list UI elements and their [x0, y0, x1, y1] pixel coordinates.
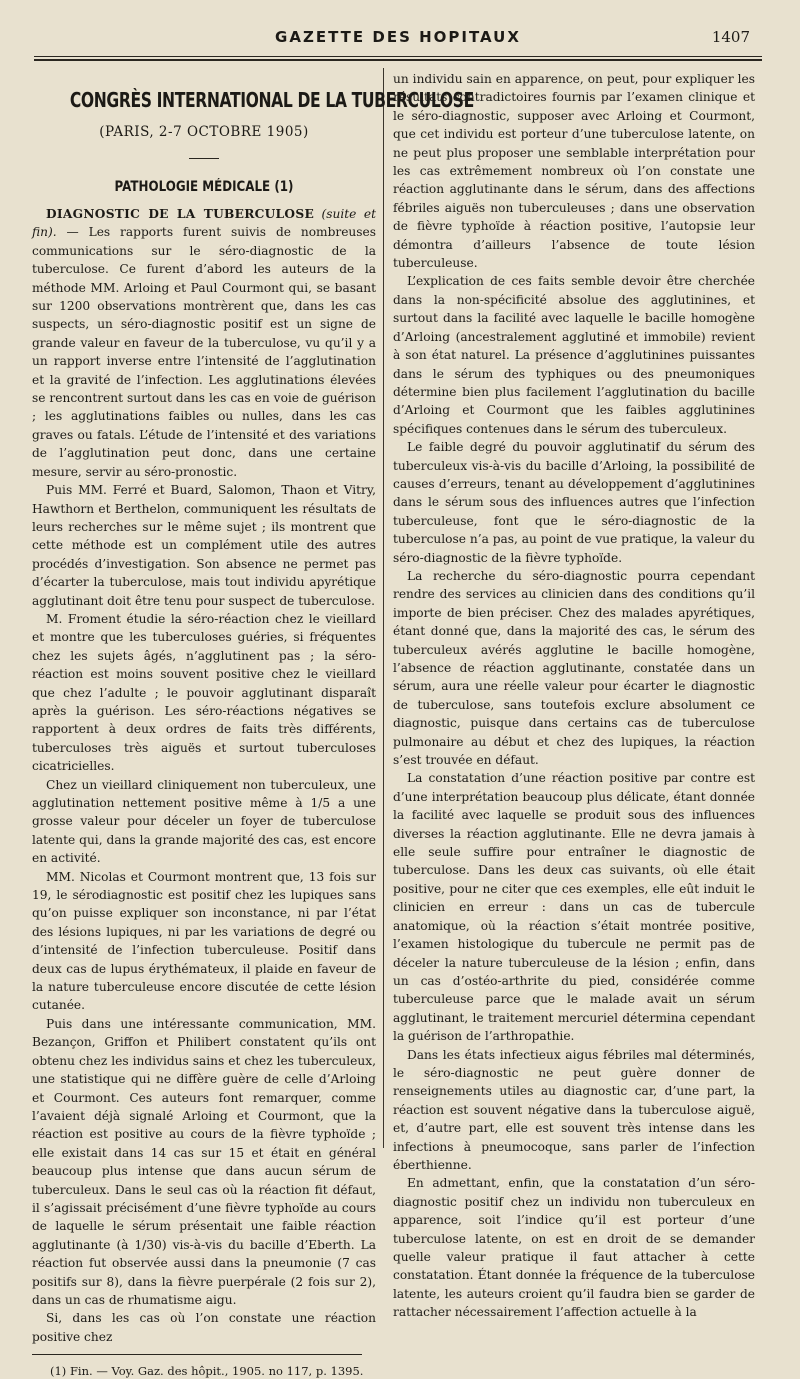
paragraph-text: Si, dans les cas où l’on constate une réaction positive chez — [32, 1311, 376, 1344]
paragraph — [393, 1046, 755, 1175]
right-paragraphs — [393, 70, 755, 1322]
paragraph — [393, 438, 755, 567]
paragraph — [393, 567, 755, 769]
paragraph-text: Puis dans une intéressante communication, MM. Bezançon, Griffon et Philibert constatent qu’ils ont obtenu chez les individus sains et chez les tuberculeux, une statistique qui ne diffère guère de celle d’Arloing et Courmont. Ces auteurs font remarquer, comme l’avaient déjà signalé Arloing et Courmont, que la réaction est positive au cours de la fièvre typhoïde ; elle existait dans 14 cas sur 15 et était en général beaucoup plus intense que dans aucun sérum de tuberculeux. Dans le seul cas où la réaction fit défaut, il s’agissait précisément d’une fièvre typhoïde au cours de laquelle le sérum présentait une faible réaction agglutinante (à 1/30) vis-à-vis du bacille d’Eberth. La réaction fut observée aussi dans la pneumonie (7 cas positifs sur 8), dans la fièvre puerpérale (2 fois sur 2), dans un cas de rhumatisme aigu. — [32, 1016, 376, 1307]
paragraph-text: Le faible degré du pouvoir agglutinatif du sérum des tuberculeux vis-à-vis du bacille d’Arloing, la possibilité de causes d’erreurs, tenant au développement d’agglutinines dans le sérum sous des influences autres que l’infection tuberculeuse, font que le séro-diagnostic de la tuberculose n’a pas, au point de vue pratique, la valeur du séro-diagnostic de la fièvre typhoïde. — [393, 440, 755, 565]
paragraph — [32, 776, 376, 868]
paragraph — [393, 769, 755, 1045]
article-subtitle: (PARIS, 2-7 OCTOBRE 1905) — [99, 124, 309, 140]
paragraph-lead: DIAGNOSTIC DE LA TUBERCULOSE — [46, 207, 315, 221]
journal-title: GAZETTE DES HOPITAUX — [275, 28, 521, 46]
paragraph — [32, 205, 376, 481]
paragraph — [32, 1015, 376, 1310]
left-column — [32, 66, 474, 1379]
paragraph — [32, 868, 376, 1015]
article-title: CONGRÈS INTERNATIONAL DE LA TUBERCULOSE — [69, 88, 474, 112]
paragraph — [393, 1174, 755, 1321]
paragraph — [393, 70, 755, 272]
paragraph-text: En admettant, enfin, que la constatation d’un séro-diagnostic positif chez un individu non tuberculeux en apparence, soit l’indice qu’il est porteur d’une tuberculose latente, on est en droit de se demander quelle valeur pratique il faut attacher à cette constatation. Étant donnée la fréquence de la tuberculose latente, les auteurs croient qu’il faudra bien se garder de rattacher nécessairement l’affection actuelle à la — [393, 1176, 755, 1320]
paragraph — [393, 272, 755, 438]
footnote-rule — [32, 1354, 362, 1355]
title-separator — [189, 158, 219, 159]
paragraph-text: Chez un vieillard cliniquement non tuberculeux, une agglutination nettement positive même à 1/5 a une grosse valeur pour déceler un foyer de tuberculose latente qui, dans la grande majorité des cas, est encore en activité. — [32, 777, 376, 866]
paragraph-text: L’explication de ces faits semble devoir être cherchée dans la non-spécificité absolue des agglutinines, et surtout dans la facilité avec laquelle le bacille homogène d’Arloing (ancestralement agglutiné et immobile) revient à son état naturel. La présence d’agglutinines puissantes dans le sérum des typhiques ou des pneumoniques détermine bien plus facilement l’agglutination du bacille d’Arloing et Courmont que les faibles agglutinines spécifiques contenues dans le sérum des tuberculeux. — [393, 274, 755, 436]
header-rule-double — [34, 59, 762, 61]
paragraph-text: — Les rapports furent suivis de nombreuses communications sur le séro-diagnostic de la tuberculose. Ce furent d’abord les auteurs de la méthode MM. Arloing et Paul Courmont qui, se basant sur 1200 observations montrèrent que, dans les cas suspects, un séro-diagnostic positif est un signe de grande valeur en faveur de la tuberculose, vu qu’il y a un rapport inverse entre l’intensité de l’agglutination et la gravité de l’infection. Les agglutinations élevées se rencontrent surtout dans les cas en voie de guérison ; les agglutinations faibles ou nulles, dans les cas graves ou fatals. L’étude de l’intensité et des variations de l’agglutination peut donc, dans une certaine mesure, servir au séro-pronostic. — [32, 225, 377, 479]
paragraph-text: M. Froment étudie la séro-réaction chez le vieillard et montre que les tuberculoses guéries, si fréquentes chez les sujets âgés, n’agglutinent pas ; la séro-réaction est moins souvent positive chez le vieillard que chez l’adulte ; le pouvoir agglutinant disparaît après la guérison. Les séro-réactions négatives se rapportent à deux ordres de faits très différents, tuberculoses très aiguës et surtout tuberculoses cicatricielles. — [32, 611, 376, 774]
right-column — [393, 70, 755, 1322]
paragraph-text: un individu sain en apparence, on peut, pour expliquer les résultats contradictoires fournis par l’examen clinique et le séro-diagnostic, supposer avec Arloing et Courmont, que cet individu est porteur d’une tuberculose latente, on ne peut plus proposer une semblable interprétation pour les cas extrêmement nombreux où l’on constate une réaction agglutinante dans le sérum, dans des affections fébriles aiguës non tuberculeuses ; dans une observation de fièvre typhoïde à réaction positive, l’autopsie leur démontra d’ailleurs l’absence de toute lésion tuberculeuse. — [393, 72, 755, 271]
paragraph-text: Puis MM. Ferré et Buard, Salomon, Thaon et Vitry, Hawthorn et Berthelon, communiquent les résultats de leurs recherches sur le même sujet ; ils montrent que cette méthode est un complément utile des autres procédés d’investigation. Son absence ne permet pas d’écarter la tuberculose, mais tout individu apyrétique agglutinant doit être tenu pour suspect de tuberculose. — [32, 483, 376, 608]
paragraph — [32, 1309, 376, 1346]
column-divider — [383, 68, 384, 1148]
paragraph — [32, 481, 376, 610]
header-rule — [34, 56, 762, 57]
page-number: 1407 — [711, 28, 750, 46]
footnote: (1) Fin. — Voy. Gaz. des hôpit., 1905. no 117, p. 1395. — [50, 1364, 364, 1379]
running-header — [36, 26, 760, 52]
paragraph-text: La recherche du séro-diagnostic pourra cependant rendre des services au clinicien dans des conditions qu’il importe de bien préciser. Chez des malades apyrétiques, étant donné que, dans la majorité des cas, le sérum des tuberculeux avérés agglutine le bacille homogène, l’absence de réaction agglutinante, constatée dans un sérum, aura une réelle valeur pour écarter le diagnostic de tuberculose, sans toutefois exclure absolument ce diagnostic, puisque dans certains cas de tuberculose pulmonaire au début et chez des lupiques, la réaction s’est trouvée en défaut. — [393, 568, 755, 768]
paragraph-text: Dans les états infectieux aigus fébriles mal déterminés, le séro-diagnostic ne peut guère donner de renseignements utiles au diagnostic car, d’une part, la réaction est souvent négative dans la tuberculose aiguë, et, d’autre part, elle est souvent très intense dans les infections à pneumocoque, sans parler de l’infection éberthienne. — [393, 1047, 755, 1172]
paragraph — [32, 610, 376, 776]
section-heading: PATHOLOGIE MÉDICALE (1) — [114, 179, 294, 195]
left-paragraphs — [32, 205, 376, 1346]
paragraph-text: La constatation d’une réaction positive par contre est d’une interprétation beaucoup plus délicate, étant donnée la facilité avec laquelle se produit sous des influences diverses la réaction agglutinante. Elle ne devra jamais à elle seule suffire pour entraîner le diagnostic de tuberculose. Dans les deux cas suivants, où elle était positive, pour ne citer que ces exemples, elle eût induit le clinicien en erreur : dans un cas de tubercule anatomique, où la réaction s’était montrée positive, l’examen histologique du tubercule ne permit pas de déceler la nature tuberculeuse de la lésion ; enfin, dans un cas d’ostéo-arthrite du pied, considérée comme tuberculeuse parce que le malade avait un sérum agglutinant, le traitement mercuriel détermina cependant la guérison de l’arthropathie. — [393, 771, 755, 1044]
paragraph-lead-italic: (suite et fin). — [32, 207, 376, 240]
paragraph-text: MM. Nicolas et Courmont montrent que, 13 fois sur 19, le sérodiagnostic est positif chez les lupiques sans qu’on puisse expliquer son inconstance, ni par l’état des lésions lupiques, ni par les variations de degré ou d’intensité de l’infection tuberculeuse. Positif dans deux cas de lupus érythémateux, il plaide en faveur de la nature tuberculeuse encore discutée de cette lésion cutanée. — [32, 869, 376, 1013]
